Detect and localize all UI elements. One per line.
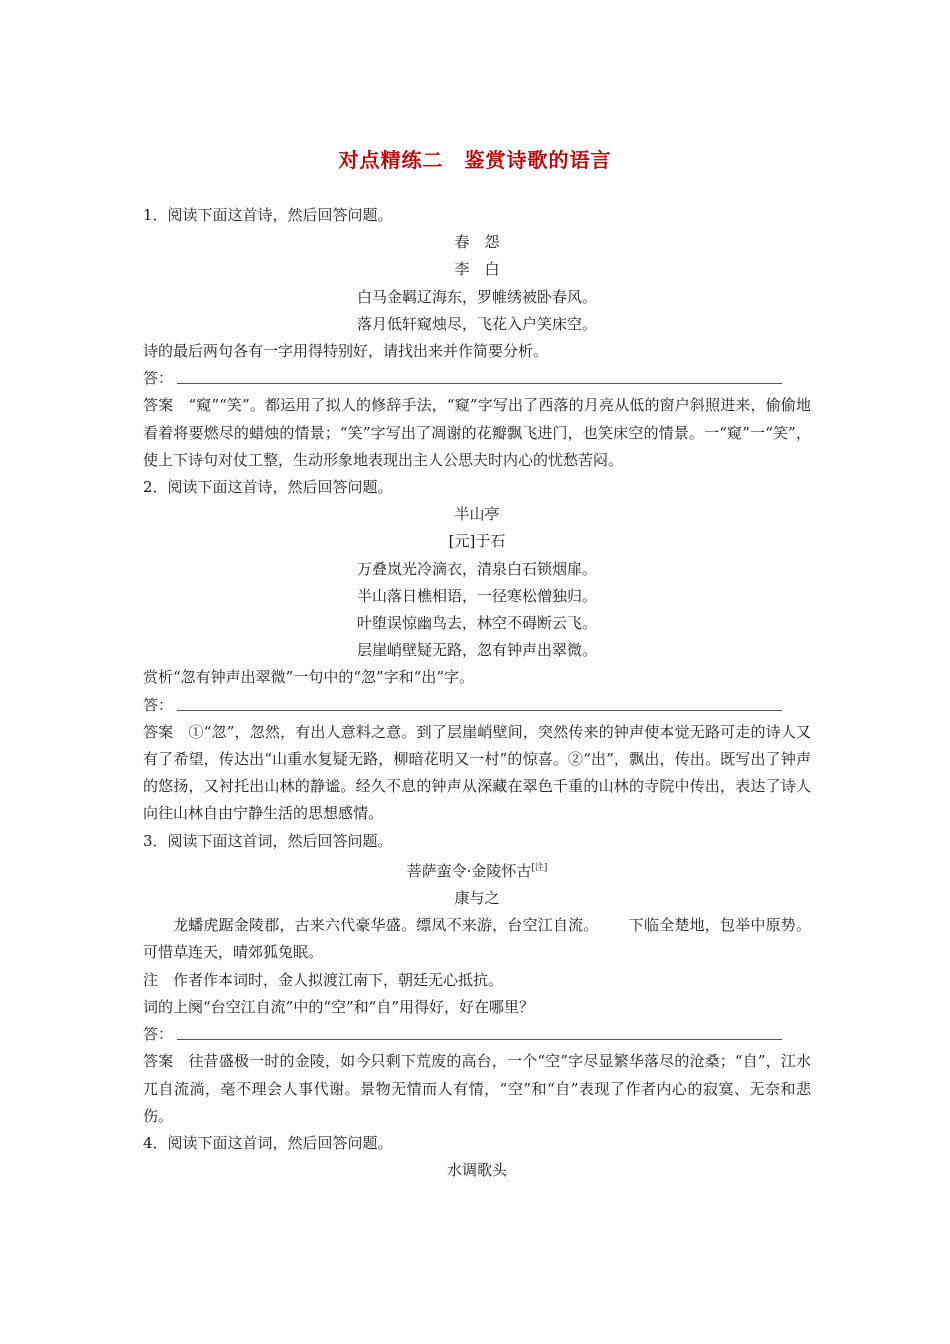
q3-answer-field[interactable]: [143, 1021, 811, 1048]
q4-poem-title: 水调歌头: [446, 1161, 507, 1180]
q2-answer-label: 答：: [143, 695, 174, 714]
q3-poem-title: 菩萨蛮令·金陵怀古: [406, 861, 532, 880]
q3-ci-lower: 下临全楚地，包举中原势。可惜草连天，晴郊狐兔眠。: [143, 916, 811, 962]
q2-poem-line: 叶堕误惊幽鸟去，林空不碍断云飞。: [356, 614, 597, 633]
q2-author: [元]于石: [448, 532, 506, 551]
q3-ci-upper: 龙蟠虎踞金陵郡，古来六代豪华盛。缥凤不来游，台空江自流。: [173, 916, 599, 935]
q1-answer-label: 答：: [143, 369, 174, 388]
q3-note-mark: [注]: [531, 862, 548, 873]
q2-question: 赏析“忽有钟声出翠微”一句中的“忽”字和“出”字。: [143, 668, 475, 687]
q2-poem-title: 半山亭: [454, 505, 500, 524]
q2-poem-line: 半山落日樵相语，一径寒松僧独归。: [356, 586, 597, 605]
q2-poem-line: 层崖峭壁疑无路，忽有钟声出翠微。: [356, 641, 597, 660]
q3-poem-title-row: [143, 855, 811, 885]
q3-answer: 答案 往昔盛极一时的金陵，如今只剩下荒废的高台，一个“空”字尽显繁华落尽的沧桑；“自”，江水兀自流淌，毫不理会人事代谢。景物无情而人有情，“空”和“自”表现了作者内心的寂寞、无奈和悲伤。: [143, 1052, 811, 1125]
q3-prompt: 3．阅读下面这首词，然后回答问题。: [143, 831, 393, 850]
q4-prompt: 4．阅读下面这首词，然后回答问题。: [143, 1133, 393, 1152]
q1-answer-rule[interactable]: [177, 371, 782, 384]
page-title: 对点精练二 鉴赏诗歌的语言: [338, 148, 612, 172]
q3-ci-text: [143, 912, 811, 966]
q1-poem-line: 白马金羁辽海东，罗帷绣被卧春风。: [356, 287, 597, 306]
q2-answer-rule[interactable]: [177, 698, 782, 711]
q2-poem-line: 万叠岚光冷滴衣，清泉白石锁烟扉。: [356, 559, 597, 578]
q3-note: 注 作者作本词时，金人拟渡江南下，朝廷无心抵抗。: [143, 970, 504, 989]
q2-answer-field[interactable]: [143, 692, 811, 719]
q2-prompt: 2．阅读下面这首诗，然后回答问题。: [143, 478, 393, 497]
q1-poem-line: 落月低轩窥烛尽，飞花入户笑床空。: [356, 314, 597, 333]
q1-answer: 答案 “窥”“笑”。都运用了拟人的修辞手法，“窥”字写出了西落的月亮从低的窗户斜照进来，偷偷地看着将要燃尽的蜡烛的情景；“笑”字写出了凋谢的花瓣飘飞进门，也笑床空的情景。一“窥”一“笑”，使上下诗句对仗工整，生动形象地表现出主人公思夫时内心的忧愁苦闷。: [143, 396, 811, 469]
q1-poem-title: 春 怨: [454, 233, 500, 252]
q1-author: 李 白: [454, 260, 500, 279]
q3-question: 词的上阕“台空江自流”中的“空”和“自”用得好，好在哪里？: [143, 997, 535, 1016]
q2-answer: 答案 ①“忽”，忽然，有出人意料之意。到了层崖峭壁间，突然传来的钟声使本觉无路可走的诗人又有了希望，传达出“山重水复疑无路，柳暗花明又一村”的惊喜。②“出”，飘出，传出。既写出了钟声的悠扬，又衬托出山林的静谧。经久不息的钟声从深藏在翠色千重的山林的寺院中传出，表达了诗人向往山林自由宁静生活的思想感情。: [143, 722, 811, 823]
q1-question: 诗的最后两句各有一字用得特别好，请找出来并作简要分析。: [143, 342, 549, 361]
q1-prompt: 1．阅读下面这首诗，然后回答问题。: [143, 206, 393, 224]
q3-answer-label: 答：: [143, 1025, 174, 1044]
q3-author: 康与之: [454, 889, 500, 908]
q1-answer-field[interactable]: [143, 365, 811, 392]
document-body: [143, 202, 811, 1184]
q3-answer-rule[interactable]: [177, 1027, 782, 1040]
